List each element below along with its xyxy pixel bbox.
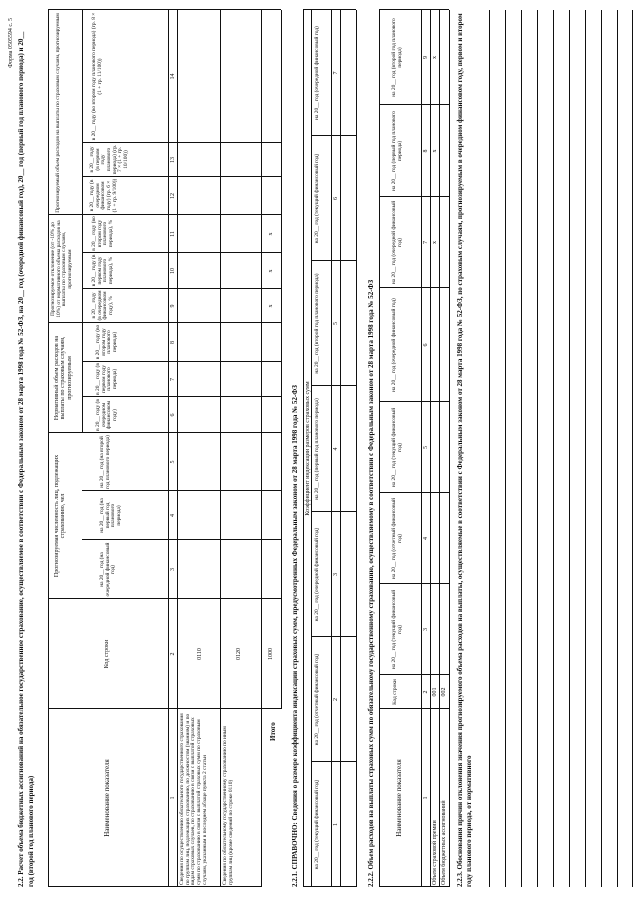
section-2-2-3-title-cont: году планового периода, от нормативного	[465, 755, 473, 887]
exp-row-001-x-9: x	[432, 56, 438, 59]
header-col-9: в 20__ году (в очередном финансовом году), %	[91, 290, 115, 321]
exp-row-001-code: 001	[432, 687, 438, 697]
col-num-14: 14	[170, 73, 176, 80]
total-code: 1000	[268, 648, 274, 660]
form-code: Форма 0505594 с. 5	[8, 18, 14, 68]
header-indicator-name: Наименование показателя	[103, 759, 111, 837]
header-deviation: Прогнозируемое отклонение (от -10% до 10%) от нормативного объема расходов на выплаты по страховым случаям, прогнозируемым	[50, 220, 74, 318]
coef-header-1: на 20__ год (текущий финансовый год)	[314, 779, 320, 870]
col-num-4: 4	[170, 514, 176, 517]
col-num-10: 10	[170, 268, 176, 274]
header-forecast-volume: Прогнозируемый объем расходов на выплаты по страховым случаям, прогнозируемым	[55, 13, 61, 213]
total-x-9: x	[268, 304, 274, 308]
header-col-11: в 20__ году (во втором году планового периода), %	[91, 216, 115, 251]
coef-num-7: 7	[333, 71, 339, 75]
col-num-6: 6	[170, 413, 176, 417]
coef-header-4: на 20__ год (первый год планового периода)	[314, 398, 320, 500]
row-0120-name: Сведения по обязательному государственному страхованию по иным группам лиц (кроме сведений по строке 0110)	[222, 726, 234, 885]
col-num-2: 2	[170, 652, 176, 656]
header-col-3: на 20__ год (на очередной финансовый год)	[99, 542, 117, 597]
exp-row-001-x-7: x	[432, 241, 438, 244]
header-row-code: Код строки	[104, 639, 110, 669]
coef-num-3: 3	[333, 573, 339, 576]
col-num-3: 3	[170, 568, 176, 571]
exp-header-7: на 20__ год (очередной финансовый год)	[391, 200, 403, 285]
col-num-9: 9	[170, 304, 176, 308]
coef-num-4: 4	[333, 447, 339, 451]
exp-header-4: на 20__ год (отчетный финансовый год)	[391, 497, 403, 580]
total-label: Итого	[269, 722, 277, 741]
section-2-2-title-cont: год (второй год планового периода)	[27, 775, 35, 887]
total-x-11: x	[268, 232, 274, 236]
coef-header-3: на 20__ год (очередной финансовый год)	[314, 527, 320, 622]
header-col-10: в 20__ году (в первом году планового периода), %	[91, 254, 115, 287]
header-col-12: в 20__ году (в очередном финансовом году) (гр. 6 × (1 + гр. 9/100))	[89, 178, 118, 213]
col-num-8: 8	[170, 341, 176, 344]
exp-num-9: 9	[423, 56, 429, 59]
coef-header-5: на 20__ год (второй год планового периода)	[314, 273, 320, 374]
total-x-10: x	[268, 269, 274, 273]
exp-header-code: Код строки	[392, 679, 398, 705]
exp-num-1: 1	[423, 796, 429, 800]
header-col-4: на 20__ год (на первый год планового периода)	[99, 498, 123, 533]
col-num-7: 7	[170, 378, 176, 381]
exp-num-2: 2	[423, 690, 429, 694]
section-2-2-2-title: 2.2.2. Объем расходов на выплаты страховых сумм по обязательному государственному страхованию, осуществляемому в соответствии с Федеральным законом от 28 марта 1998 года № 52-ФЗ	[367, 279, 375, 887]
exp-row-001-x-8: x	[432, 149, 438, 153]
exp-header-6: на 20__ год (очередной финансовый год)	[391, 298, 397, 392]
section-2-2-title: 2.2. Расчет объема бюджетных ассигнований на обязательное государственное страхование, осуществляемое в соответствии с Федеральным законом от 28 марта 1998 года № 52-ФЗ, на 20__ год (очередной финансовый год), 20__ год (первый год планового периода) и 20__	[17, 31, 25, 887]
exp-header-3: на 20__ год (текущий финансовый год)	[391, 589, 403, 670]
coef-num-5: 5	[333, 322, 339, 325]
coef-num-2: 2	[333, 698, 339, 701]
coef-header-7: на 20__ год (очередной финансовый год)	[314, 26, 320, 120]
exp-num-7: 7	[423, 241, 429, 244]
section-2-2-3-title: 2.2.3. Обоснования причин отклонения значения прогнозируемого объема расходов на выплаты, осуществляемые в соответствии с Федеральным законом от 28 марта 1998 года № 52-ФЗ, по страховым случаям, прогнозируемым в очередном финансовом году, первом и втором	[456, 13, 464, 887]
exp-row-002-code: 002	[441, 687, 447, 697]
exp-header-name: Наименование показателя	[395, 759, 403, 837]
coef-num-1: 1	[333, 823, 339, 826]
header-col-6: в 20__ году (в очередном финансовом году)	[95, 399, 119, 431]
header-col-14: в 20__ году (во втором году планового периода) (гр. 8 × (1 + гр. 11/100))	[91, 12, 103, 141]
row-0110-code: 0110	[197, 648, 203, 660]
col-num-12: 12	[170, 193, 176, 199]
exp-header-9: на 20__ год (второй год планового периода)	[391, 18, 403, 97]
section-2-2-1-title: 2.2.1. СПРАВОЧНО: Сведения о размере коэффициента индексации страховых сумм, предусмотренных Федеральным законом от 28 марта 1998 года № 52-ФЗ	[291, 385, 299, 887]
header-col-8: в 20__ году (во втором году планового периода)	[95, 324, 119, 360]
exp-header-5: на 20__ год (текущий финансовый год)	[391, 407, 403, 488]
coef-header-2: на 20__ год (отчетный финансовый год)	[314, 653, 320, 746]
exp-num-3: 3	[423, 628, 429, 631]
col-num-1: 1	[170, 796, 176, 800]
exp-num-5: 5	[423, 446, 429, 449]
exp-row-002-name: Объем бюджетных ассигнований	[441, 800, 447, 885]
header-col-5: на 20__ год (на второй год планового периода)	[99, 435, 111, 489]
col-num-11: 11	[170, 231, 176, 237]
coef-group-header: Коэффициент индексации размеров страховых сумм	[305, 381, 311, 516]
header-norm-volume: Нормативный объем расходов на выплаты по страховым случаям, прогнозируемым	[54, 335, 73, 421]
row-0110-name: Сведения по осуществлению обязательного государственного страхования по группам лиц, подлежащих страхованию, по должностям (званиям) и по видам страховых случаев, по страхованию в связи с выплатой страховых сумм по страхованию в связи с выплатой страховых сумм по страховым случаям, указанным в последнем абзаце пункта 2 статьи	[179, 713, 208, 885]
header-col-13: в 20__ году (в первом году планового периода) (гр. 7 × (1 + гр. 10/100))	[89, 144, 130, 175]
exp-row-001-name: Объем страховой премии	[432, 820, 438, 885]
exp-num-4: 4	[423, 537, 429, 540]
col-num-5: 5	[170, 460, 176, 464]
row-0120-code: 0120	[236, 648, 242, 660]
coef-header-6: на 20__ год (текущий финансовый год)	[314, 153, 320, 244]
exp-num-8: 8	[423, 149, 429, 153]
header-insured-count: Прогнозируемая численность лиц, подлежащих страхованию, чел	[54, 454, 67, 578]
exp-header-8: на 20__ год (первый год планового периода)	[391, 111, 403, 191]
exp-num-6: 6	[423, 343, 429, 347]
header-col-7: в 20__ году (в первом году планового периода)	[95, 363, 119, 395]
col-num-13: 13	[170, 157, 176, 163]
coef-num-6: 6	[333, 197, 339, 200]
